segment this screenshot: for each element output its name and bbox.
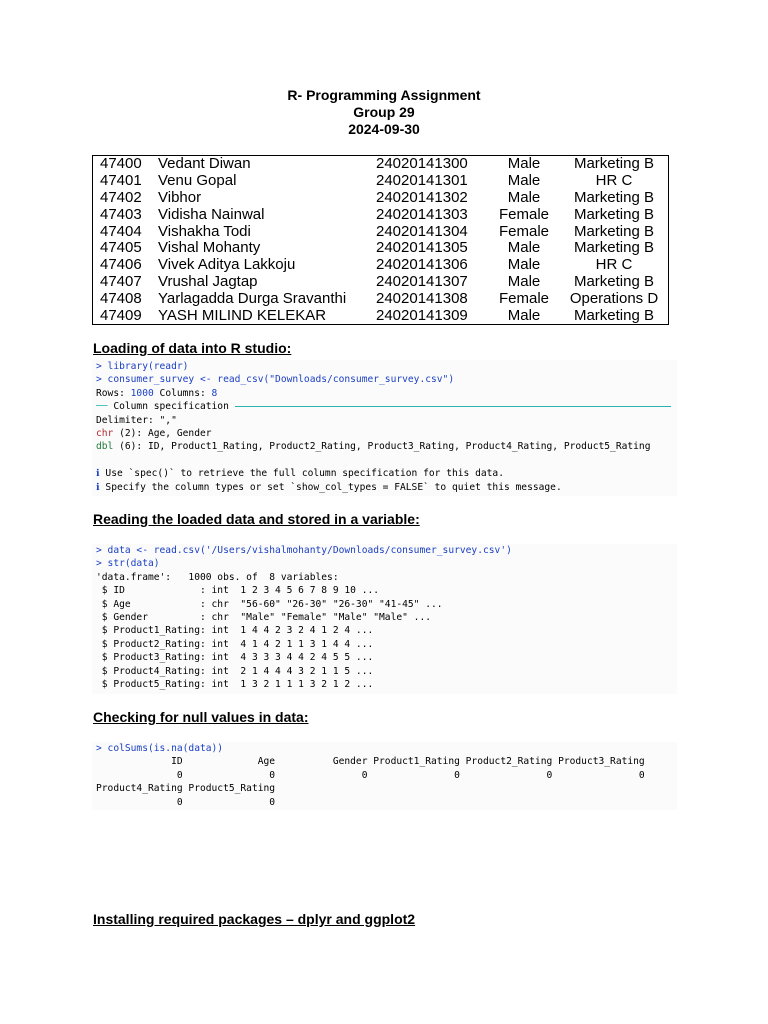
member-roll-number: 24020141308 — [376, 289, 468, 307]
console-line: $ Product2_Rating: int 4 1 4 2 1 1 3 1 4 4 ... — [96, 638, 374, 650]
document-title: R- Programming Assignment — [287, 87, 481, 103]
member-gender: Female — [498, 205, 550, 223]
console-line: ID Age Gender Product1_Rating Product2_Rating Product3_Rating — [96, 756, 645, 768]
console-line — [92, 481, 677, 494]
member-gender: Male — [507, 272, 541, 290]
chr-type: chr — [96, 427, 114, 439]
console-output-loading — [92, 360, 677, 496]
section-heading-nulls: Checking for null values in data: — [93, 709, 309, 725]
member-name: Vivek Aditya Lakkoju — [158, 256, 296, 274]
table-row — [93, 223, 669, 240]
info-icon: ℹ — [96, 468, 100, 480]
member-gender: Male — [507, 306, 541, 324]
divider-rule — [235, 406, 671, 407]
console-command: > consumer_survey <- read_csv("Downloads/consumer_survey.csv") — [96, 374, 455, 386]
member-roll-number: 24020141300 — [376, 155, 468, 173]
member-id: 47405 — [100, 239, 142, 257]
console-line: $ Product5_Rating: int 1 3 2 1 1 1 3 2 1 2 ... — [96, 678, 374, 690]
document-date: 2024-09-30 — [348, 121, 420, 137]
member-roll-number: 24020141303 — [376, 205, 468, 223]
console-line: 0 0 — [96, 796, 276, 808]
console-output-nulls — [92, 742, 677, 810]
console-line — [92, 400, 677, 413]
console-line — [92, 440, 677, 453]
console-line: $ ID : int 1 2 3 4 5 6 7 8 9 10 ... — [96, 585, 380, 597]
member-division: Marketing B — [573, 306, 655, 324]
console-line: Delimiter: "," — [96, 414, 177, 426]
console-blank — [92, 454, 677, 467]
member-division: Marketing B — [573, 222, 655, 240]
member-name: Vibhor — [158, 188, 202, 206]
rows-value: 1000 — [130, 387, 154, 399]
member-division: Operations D — [569, 289, 659, 307]
table-row — [93, 240, 669, 257]
info-icon: ℹ — [96, 481, 100, 493]
section-heading-reading: Reading the loaded data and stored in a variable: — [93, 511, 420, 527]
columns-value: 8 — [211, 387, 218, 399]
console-command: > colSums(is.na(data)) — [96, 743, 224, 754]
console-command: > str(data) — [96, 558, 160, 570]
table-row — [93, 190, 669, 207]
member-division: Marketing B — [573, 205, 655, 223]
member-division: HR C — [595, 256, 633, 274]
dbl-columns: (6): ID, Product1_Rating, Product2_Rating, Product3_Rating, Product4_Rating, Product5_Rating — [113, 441, 651, 453]
member-id: 47403 — [100, 205, 142, 223]
console-command: > library(readr) — [96, 361, 189, 372]
member-gender: Male — [507, 155, 541, 173]
console-line: $ Product4_Rating: int 2 1 4 4 4 3 2 1 1 5 ... — [96, 665, 374, 677]
member-id: 47400 — [100, 155, 142, 173]
console-line: Product4_Rating Product5_Rating — [96, 783, 276, 795]
member-id: 47404 — [100, 222, 142, 240]
member-gender: Male — [507, 239, 541, 257]
console-line — [92, 427, 677, 440]
rule-prefix: ── — [96, 401, 114, 413]
member-id: 47406 — [100, 256, 142, 274]
member-roll-number: 24020141306 — [376, 256, 468, 274]
console-line: $ Gender : chr "Male" "Female" "Male" "Male" ... — [96, 611, 432, 623]
table-row — [93, 206, 669, 223]
console-line — [92, 467, 677, 480]
info-message: Use `spec()` to retrieve the full column specification for this data. — [99, 468, 504, 480]
member-division: Marketing B — [573, 239, 655, 257]
member-gender: Male — [507, 256, 541, 274]
table-row — [93, 173, 669, 190]
table-row — [93, 290, 669, 307]
member-roll-number: 24020141304 — [376, 222, 468, 240]
table-row — [93, 307, 669, 324]
member-id: 47408 — [100, 289, 142, 307]
member-gender: Female — [498, 222, 550, 240]
member-name: Vrushal Jagtap — [158, 272, 258, 290]
console-line: 0 0 0 0 0 0 — [96, 769, 645, 781]
member-gender: Male — [507, 188, 541, 206]
table-row — [93, 274, 669, 291]
member-id: 47402 — [100, 188, 142, 206]
console-line: 'data.frame': 1000 obs. of 8 variables: — [96, 571, 339, 583]
member-roll-number: 24020141305 — [376, 239, 468, 257]
section-heading-install: Installing required packages – dplyr and ggplot2 — [93, 911, 416, 927]
member-gender: Female — [498, 289, 550, 307]
table-row — [93, 257, 669, 274]
spec-title: Column specification — [113, 401, 229, 413]
member-name: Venu Gopal — [158, 172, 237, 190]
rows-label: Rows: — [96, 387, 131, 399]
dbl-type: dbl — [96, 441, 114, 453]
console-command: > data <- read.csv('/Users/vishalmohanty/Downloads/consumer_survey.csv') — [96, 545, 512, 556]
member-division: Marketing B — [573, 272, 655, 290]
member-roll-number: 24020141309 — [376, 306, 468, 324]
member-division: Marketing B — [573, 155, 655, 173]
member-name: Vedant Diwan — [158, 155, 251, 173]
table-row — [93, 156, 669, 173]
member-roll-number: 24020141301 — [376, 172, 468, 190]
console-line: $ Product3_Rating: int 4 3 3 3 4 4 2 4 5 5 ... — [96, 652, 374, 664]
member-name: Vishal Mohanty — [158, 239, 261, 257]
member-roll-number: 24020141307 — [376, 272, 468, 290]
member-name: YASH MILIND KELEKAR — [158, 306, 327, 324]
member-division: Marketing B — [573, 188, 655, 206]
member-roll-number: 24020141302 — [376, 188, 468, 206]
chr-columns: (2): Age, Gender — [113, 427, 212, 439]
member-division: HR C — [595, 172, 633, 190]
member-id: 47407 — [100, 272, 142, 290]
member-id: 47409 — [100, 306, 142, 324]
group-label: Group 29 — [353, 104, 415, 120]
console-line: $ Product1_Rating: int 1 4 4 2 3 2 4 1 2 4 ... — [96, 625, 374, 637]
columns-label: Columns: — [153, 387, 212, 399]
console-output-reading — [92, 544, 677, 694]
member-name: Vishakha Todi — [158, 222, 251, 240]
group-members-table — [92, 155, 669, 325]
member-id: 47401 — [100, 172, 142, 190]
member-name: Vidisha Nainwal — [158, 205, 265, 223]
member-gender: Male — [507, 172, 541, 190]
console-line — [92, 387, 677, 400]
member-name: Yarlagadda Durga Sravanthi — [158, 289, 347, 307]
section-heading-loading: Loading of data into R studio: — [93, 340, 292, 356]
console-line: $ Age : chr "56-60" "26-30" "26-30" "41-45" ... — [96, 598, 443, 610]
info-message: Specify the column types or set `show_col_types = FALSE` to quiet this message. — [99, 481, 562, 493]
